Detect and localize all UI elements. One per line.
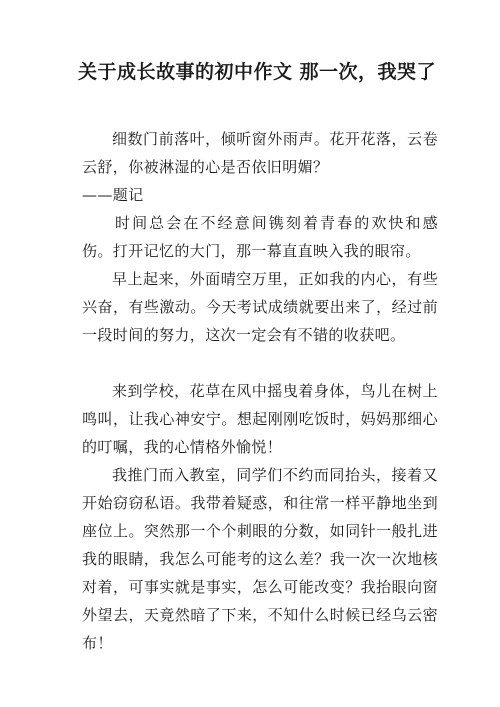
paragraph-spacer xyxy=(82,349,438,377)
article-title: 关于成长故事的初中作文 那一次，我哭了 xyxy=(77,61,437,83)
paragraph-4: 我推门而入教室，同学们不约而同抬头，接着又开始窃窃私语。我带着疑惑，和往常一样平静地坐到座位上。突然那一个个刺眼的分数，如同针一般扎进我的眼睛，我怎么可能考的这么差？我一次一次地核对着，可事实就是事实，怎么可能改变？我抬眼向窗外望去，天竟然暗了下来，不知什么时候已经乌云密布！ xyxy=(82,466,438,652)
article-body xyxy=(82,125,438,657)
paragraph-3: 来到学校，花草在风中摇曳着身体，鸟儿在树上鸣叫，让我心神安宁。想起刚刚吃饭时，妈妈那细心的叮嘱，我的心情格外愉悦！ xyxy=(82,382,438,456)
epigraph-attribution: ——题记 xyxy=(82,186,144,204)
paragraph-1: 时间总会在不经意间镌刻着青春的欢快和感伤。打开记忆的大门，那一幕直直映入我的眼帘。 xyxy=(82,214,438,260)
epigraph-text: 细数门前落叶，倾听窗外雨声。花开花落，云卷云舒，你被淋湿的心是否依旧明媚？ xyxy=(82,130,438,176)
paragraph-2: 早上起来，外面晴空万里，正如我的内心，有些兴奋，有些激动。今天考试成绩就要出来了，经过前一段时间的努力，这次一定会有不错的收获吧。 xyxy=(82,270,438,344)
